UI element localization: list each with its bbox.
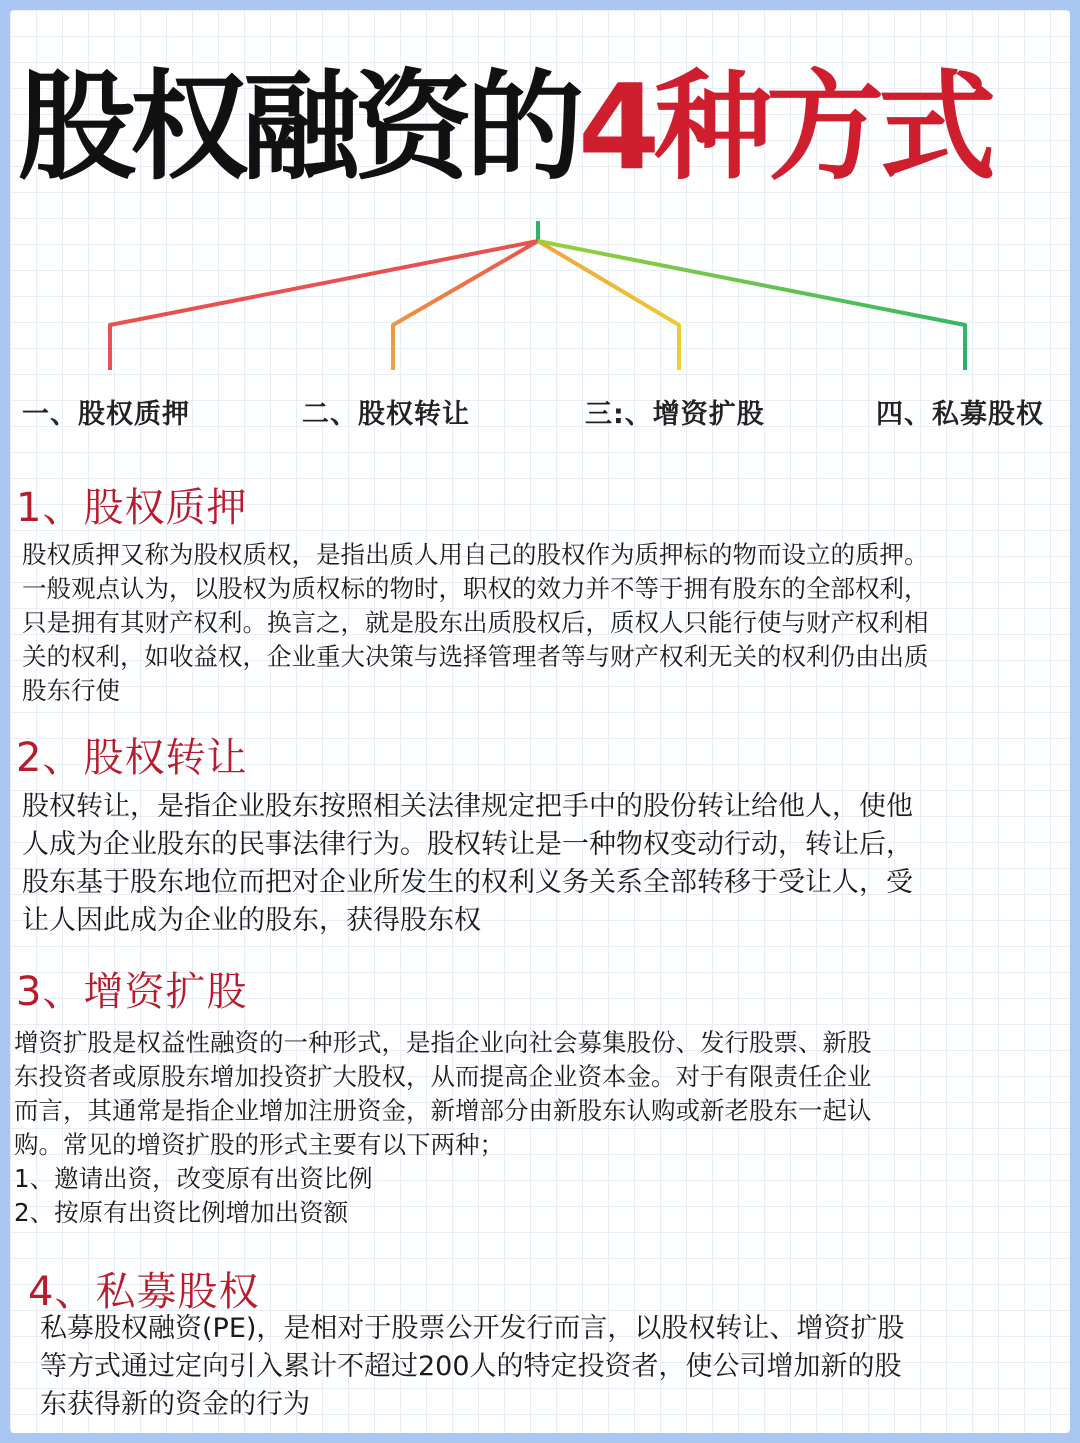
section-body-equity-pledge — [22, 538, 929, 708]
section-heading-capital-increase: 3、增资扩股 — [16, 969, 248, 1015]
body-line: 人成为企业股东的民事法律行为。股权转让是一种物权变动行动，转让后， — [22, 829, 913, 860]
section-body-private-equity — [40, 1310, 904, 1424]
section-body-equity-transfer — [22, 788, 913, 940]
body-line: 关的权利，如收益权，企业重大决策与选择管理者等与财产权利无关的权利仍由出质 — [22, 642, 929, 671]
body-line: 让人因此成为企业的股东，获得股东权 — [22, 905, 481, 936]
branch-line-3 — [538, 241, 679, 370]
section-heading-private-equity: 4、私募股权 — [28, 1269, 260, 1315]
branch-label-1: 一、股权质押 — [22, 399, 190, 430]
body-line: 股权转让，是指企业股东按照相关法律规定把手中的股份转让给他人，使他 — [22, 791, 913, 822]
branch-tree-diagram — [10, 10, 1070, 390]
body-line: 股东行使 — [22, 676, 120, 705]
branch-label-4: 四、私募股权 — [876, 399, 1044, 430]
branch-line-1 — [110, 241, 538, 370]
body-line: 1、邀请出资，改变原有出资比例 — [14, 1164, 373, 1193]
poster-card — [10, 10, 1070, 1433]
body-line: 私募股权融资(PE)，是相对于股票公开发行而言，以股权转让、增资扩股 — [40, 1313, 905, 1344]
title-main: 股权融资的 — [18, 58, 579, 196]
title-accent: 4种方式 — [578, 58, 991, 196]
body-line: 东获得新的资金的行为 — [40, 1389, 310, 1420]
section-heading-equity-transfer: 2、股权转让 — [16, 735, 248, 781]
body-line: 增资扩股是权益性融资的一种形式，是指企业向社会募集股份、发行股票、新股 — [14, 1028, 872, 1057]
body-line: 只是拥有其财产权利。换言之，就是股东出质股权后，质权人只能行使与财产权利相 — [22, 608, 929, 637]
body-line: 股权质押又称为股权质权，是指出质人用自己的股权作为质押标的物而设立的质押。 — [22, 540, 929, 569]
body-line: 2、按原有出资比例增加出资额 — [14, 1198, 349, 1227]
branch-line-2 — [393, 241, 538, 370]
body-line: 而言，其通常是指企业增加注册资金，新增部分由新股东认购或新老股东一起认 — [14, 1096, 872, 1125]
body-line: 东投资者或原股东增加投资扩大股权，从而提高企业资本金。对于有限责任企业 — [14, 1062, 872, 1091]
body-line: 购。常见的增资扩股的形式主要有以下两种； — [14, 1130, 504, 1159]
branch-label-3: 三:、增资扩股 — [585, 399, 765, 430]
body-line: 一般观点认为，以股权为质权标的物时，职权的效力并不等于拥有股东的全部权利， — [22, 574, 929, 603]
body-line: 等方式通过定向引入累计不超过200人的特定投资者，使公司增加新的股 — [40, 1351, 902, 1382]
body-line: 股东基于股东地位而把对企业所发生的权利义务关系全部转移于受让人，受 — [22, 867, 913, 898]
branch-label-2: 二、股权转让 — [302, 399, 470, 430]
section-body-capital-increase — [14, 1026, 872, 1230]
section-heading-equity-pledge: 1、股权质押 — [16, 485, 248, 531]
branch-line-4 — [538, 241, 965, 370]
